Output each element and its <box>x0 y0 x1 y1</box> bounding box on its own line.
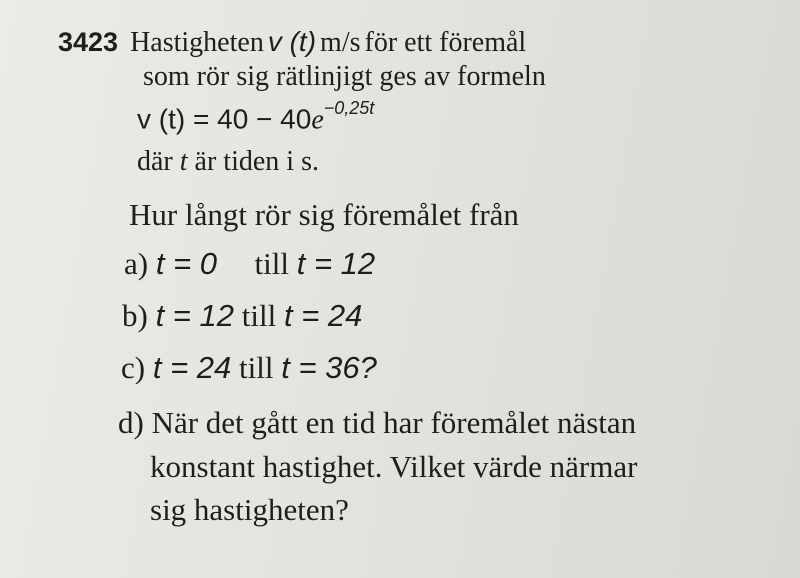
where-text-2: är tiden i s. <box>194 146 319 177</box>
problem-header <box>58 26 526 59</box>
part-d-line-2: konstant hastighet. Vilket värde närmar <box>150 449 638 484</box>
part-a-to: t = 12 <box>296 246 376 281</box>
part-a-from: t = 0 <box>155 246 218 281</box>
problem-number: 3423 <box>58 27 119 57</box>
where-line <box>137 146 319 178</box>
intro-line-2: som rör sig rätlinjigt ges av formeln <box>143 61 546 92</box>
part-a <box>124 246 375 282</box>
formula-exponent: −0,25t <box>323 98 375 118</box>
where-t: t <box>179 146 188 177</box>
intro-velocity: v (t) <box>267 26 317 57</box>
intro-text-1: Hastigheten <box>130 27 264 58</box>
part-b-label: b) <box>122 298 148 333</box>
part-c-till: till <box>239 350 274 385</box>
part-c-to: t = 36? <box>281 350 377 385</box>
where-text-1: där <box>137 146 173 177</box>
formula-e: e <box>311 104 324 136</box>
part-d-label: d) <box>118 405 144 440</box>
intro-unit: m/s <box>320 27 361 58</box>
part-d-line-1: När det gått en tid har föremålet nästan <box>151 405 637 440</box>
question-line: Hur långt rör sig föremålet från <box>129 197 519 232</box>
part-c-label: c) <box>121 350 146 385</box>
part-b <box>122 298 362 334</box>
velocity-formula <box>137 98 375 136</box>
part-a-till: till <box>254 246 289 281</box>
part-d <box>118 405 636 441</box>
part-d-line-3: sig hastigheten? <box>150 492 349 527</box>
formula-lhs: v (t) = 40 − 40 <box>137 103 312 135</box>
part-b-till: till <box>241 298 277 333</box>
part-b-to: t = 24 <box>283 298 363 333</box>
intro-text-2: för ett föremål <box>364 27 527 58</box>
part-b-from: t = 12 <box>155 298 235 333</box>
part-c-from: t = 24 <box>152 350 232 385</box>
part-c <box>121 350 377 386</box>
part-a-label: a) <box>124 246 149 281</box>
